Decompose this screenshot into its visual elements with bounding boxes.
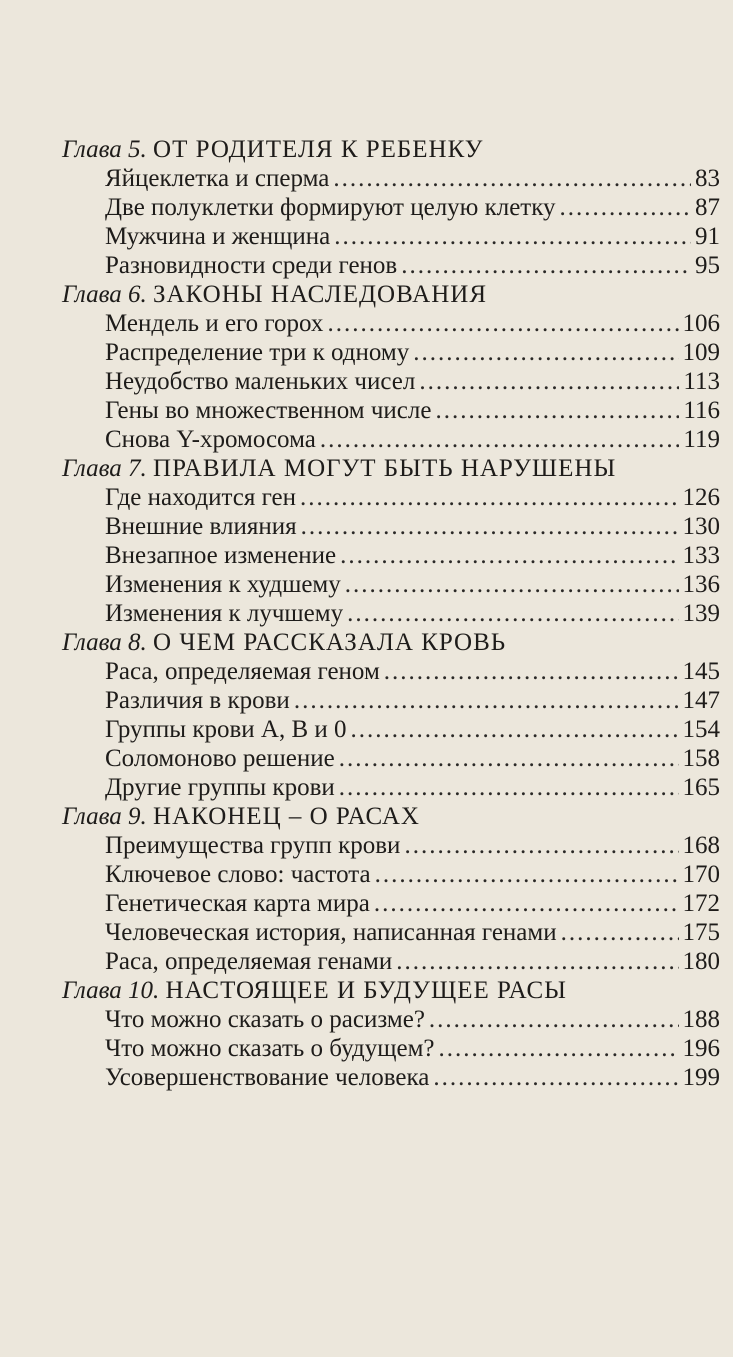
entry-page-number: 83 xyxy=(695,165,720,192)
entry-page-number: 145 xyxy=(682,658,720,685)
chapter-number: Глава 8. xyxy=(62,629,147,656)
dot-leader xyxy=(435,396,679,425)
toc-entry xyxy=(62,1034,720,1063)
entry-title: Что можно сказать о расизме? xyxy=(105,1006,425,1033)
toc-entry xyxy=(62,773,720,802)
chapter-10 xyxy=(62,976,720,1092)
dot-leader xyxy=(404,831,678,860)
entry-page-number: 106 xyxy=(682,310,720,337)
toc-entry xyxy=(62,1063,720,1092)
entry-title: Изменения к лучшему xyxy=(105,600,344,627)
entry-page-number: 196 xyxy=(682,1035,720,1062)
entry-page-number: 147 xyxy=(682,687,720,714)
entry-page-number: 116 xyxy=(683,397,720,424)
entry-title: Неудобство маленьких чисел xyxy=(105,368,416,395)
table-of-contents xyxy=(62,135,720,1092)
chapter-title: ЗАКОНЫ НАСЛЕДОВАНИЯ xyxy=(153,281,488,308)
entry-page-number: 126 xyxy=(682,484,720,511)
chapter-8 xyxy=(62,628,720,802)
entry-page-number: 199 xyxy=(682,1064,720,1091)
entry-page-number: 109 xyxy=(682,339,720,366)
entry-page-number: 95 xyxy=(695,252,720,279)
entry-title: Усовершенствование человека xyxy=(105,1064,430,1091)
chapter-heading xyxy=(62,976,720,1005)
toc-entry xyxy=(62,686,720,715)
entry-title: Человеческая история, написанная генами xyxy=(105,919,557,946)
toc-entry xyxy=(62,309,720,338)
toc-entry xyxy=(62,483,720,512)
dot-leader xyxy=(413,338,678,367)
dot-leader xyxy=(334,222,691,251)
entry-page-number: 130 xyxy=(682,513,720,540)
dot-leader xyxy=(396,947,678,976)
chapter-heading xyxy=(62,628,720,657)
toc-entry xyxy=(62,164,720,193)
chapter-title: НАКОНЕЦ – О РАСАХ xyxy=(153,803,420,830)
dot-leader xyxy=(300,483,678,512)
dot-leader xyxy=(340,541,678,570)
entry-title: Ключевое слово: частота xyxy=(105,861,371,888)
chapter-number: Глава 5. xyxy=(62,136,147,163)
entry-title: Генетическая карта мира xyxy=(105,890,370,917)
entry-page-number: 119 xyxy=(683,426,720,453)
entry-page-number: 133 xyxy=(682,542,720,569)
entry-title: Распределение три к одному xyxy=(105,339,410,366)
toc-entry xyxy=(62,657,720,686)
dot-leader xyxy=(339,773,679,802)
chapter-title: О ЧЕМ РАССКАЗАЛА КРОВЬ xyxy=(153,629,507,656)
chapter-heading xyxy=(62,280,720,309)
dot-leader xyxy=(333,164,691,193)
entry-page-number: 139 xyxy=(682,600,720,627)
entry-title: Яйцеклетка и сперма xyxy=(105,165,330,192)
toc-entry xyxy=(62,599,720,628)
toc-entry xyxy=(62,570,720,599)
entry-title: Две полуклетки формируют целую клетку xyxy=(105,194,556,221)
entry-page-number: 87 xyxy=(695,194,720,221)
entry-page-number: 113 xyxy=(683,368,720,395)
dot-leader xyxy=(419,367,679,396)
toc-entry xyxy=(62,918,720,947)
chapter-9 xyxy=(62,802,720,976)
entry-title: Мужчина и женщина xyxy=(105,223,331,250)
entry-title: Где находится ген xyxy=(105,484,297,511)
entry-page-number: 180 xyxy=(682,948,720,975)
entry-title: Изменения к худшему xyxy=(105,571,341,598)
entry-title: Снова Y-хромосома xyxy=(105,426,316,453)
toc-entry xyxy=(62,889,720,918)
entry-title: Преимущества групп крови xyxy=(105,832,401,859)
chapter-5 xyxy=(62,135,720,280)
chapter-title: НАСТОЯЩЕЕ И БУДУЩЕЕ РАСЫ xyxy=(165,977,567,1004)
entry-title: Соломоново решение xyxy=(105,745,335,772)
entry-title: Различия в крови xyxy=(105,687,290,714)
chapter-number: Глава 7. xyxy=(62,455,147,482)
toc-entry xyxy=(62,947,720,976)
chapter-number: Глава 10. xyxy=(62,977,160,1004)
toc-entry xyxy=(62,1005,720,1034)
dot-leader xyxy=(301,512,679,541)
dot-leader xyxy=(429,1005,679,1034)
entry-title: Мендель и его горох xyxy=(105,310,324,337)
entry-page-number: 188 xyxy=(682,1006,720,1033)
entry-page-number: 154 xyxy=(682,716,720,743)
entry-title: Раса, определяемая геном xyxy=(105,658,380,685)
dot-leader xyxy=(560,193,691,222)
toc-entry xyxy=(62,744,720,773)
toc-entry xyxy=(62,860,720,889)
toc-entry xyxy=(62,831,720,860)
dot-leader xyxy=(375,860,679,889)
toc-entry xyxy=(62,396,720,425)
chapter-number: Глава 9. xyxy=(62,803,147,830)
dot-leader xyxy=(384,657,679,686)
dot-leader xyxy=(374,889,679,918)
entry-page-number: 172 xyxy=(682,890,720,917)
entry-page-number: 165 xyxy=(682,774,720,801)
dot-leader xyxy=(351,715,679,744)
dot-leader xyxy=(433,1063,678,1092)
dot-leader xyxy=(339,744,679,773)
toc-entry xyxy=(62,367,720,396)
chapter-number: Глава 6. xyxy=(62,281,147,308)
entry-page-number: 136 xyxy=(682,571,720,598)
chapter-6 xyxy=(62,280,720,454)
chapter-title: ПРАВИЛА МОГУТ БЫТЬ НАРУШЕНЫ xyxy=(153,455,617,482)
dot-leader xyxy=(438,1034,678,1063)
chapter-heading xyxy=(62,135,720,164)
entry-page-number: 175 xyxy=(682,919,720,946)
entry-page-number: 170 xyxy=(682,861,720,888)
toc-entry xyxy=(62,251,720,280)
dot-leader xyxy=(401,251,691,280)
toc-entry xyxy=(62,512,720,541)
chapter-title: ОТ РОДИТЕЛЯ К РЕБЕНКУ xyxy=(153,136,484,163)
dot-leader xyxy=(347,599,678,628)
chapter-heading xyxy=(62,802,720,831)
toc-entry xyxy=(62,193,720,222)
entry-title: Группы крови A, B и 0 xyxy=(105,716,347,743)
entry-page-number: 158 xyxy=(682,745,720,772)
entry-title: Разновидности среди генов xyxy=(105,252,398,279)
toc-entry xyxy=(62,222,720,251)
dot-leader xyxy=(320,425,680,454)
toc-entry xyxy=(62,541,720,570)
dot-leader xyxy=(345,570,679,599)
entry-page-number: 168 xyxy=(682,832,720,859)
toc-entry xyxy=(62,715,720,744)
dot-leader xyxy=(294,686,679,715)
chapter-7 xyxy=(62,454,720,628)
toc-entry xyxy=(62,425,720,454)
dot-leader xyxy=(561,918,679,947)
entry-title: Раса, определяемая генами xyxy=(105,948,393,975)
entry-title: Другие группы крови xyxy=(105,774,335,801)
entry-page-number: 91 xyxy=(695,223,720,250)
toc-entry xyxy=(62,338,720,367)
dot-leader xyxy=(327,309,678,338)
entry-title: Гены во множественном числе xyxy=(105,397,432,424)
entry-title: Внешние влияния xyxy=(105,513,297,540)
entry-title: Внезапное изменение xyxy=(105,542,337,569)
entry-title: Что можно сказать о будущем? xyxy=(105,1035,435,1062)
chapter-heading xyxy=(62,454,720,483)
